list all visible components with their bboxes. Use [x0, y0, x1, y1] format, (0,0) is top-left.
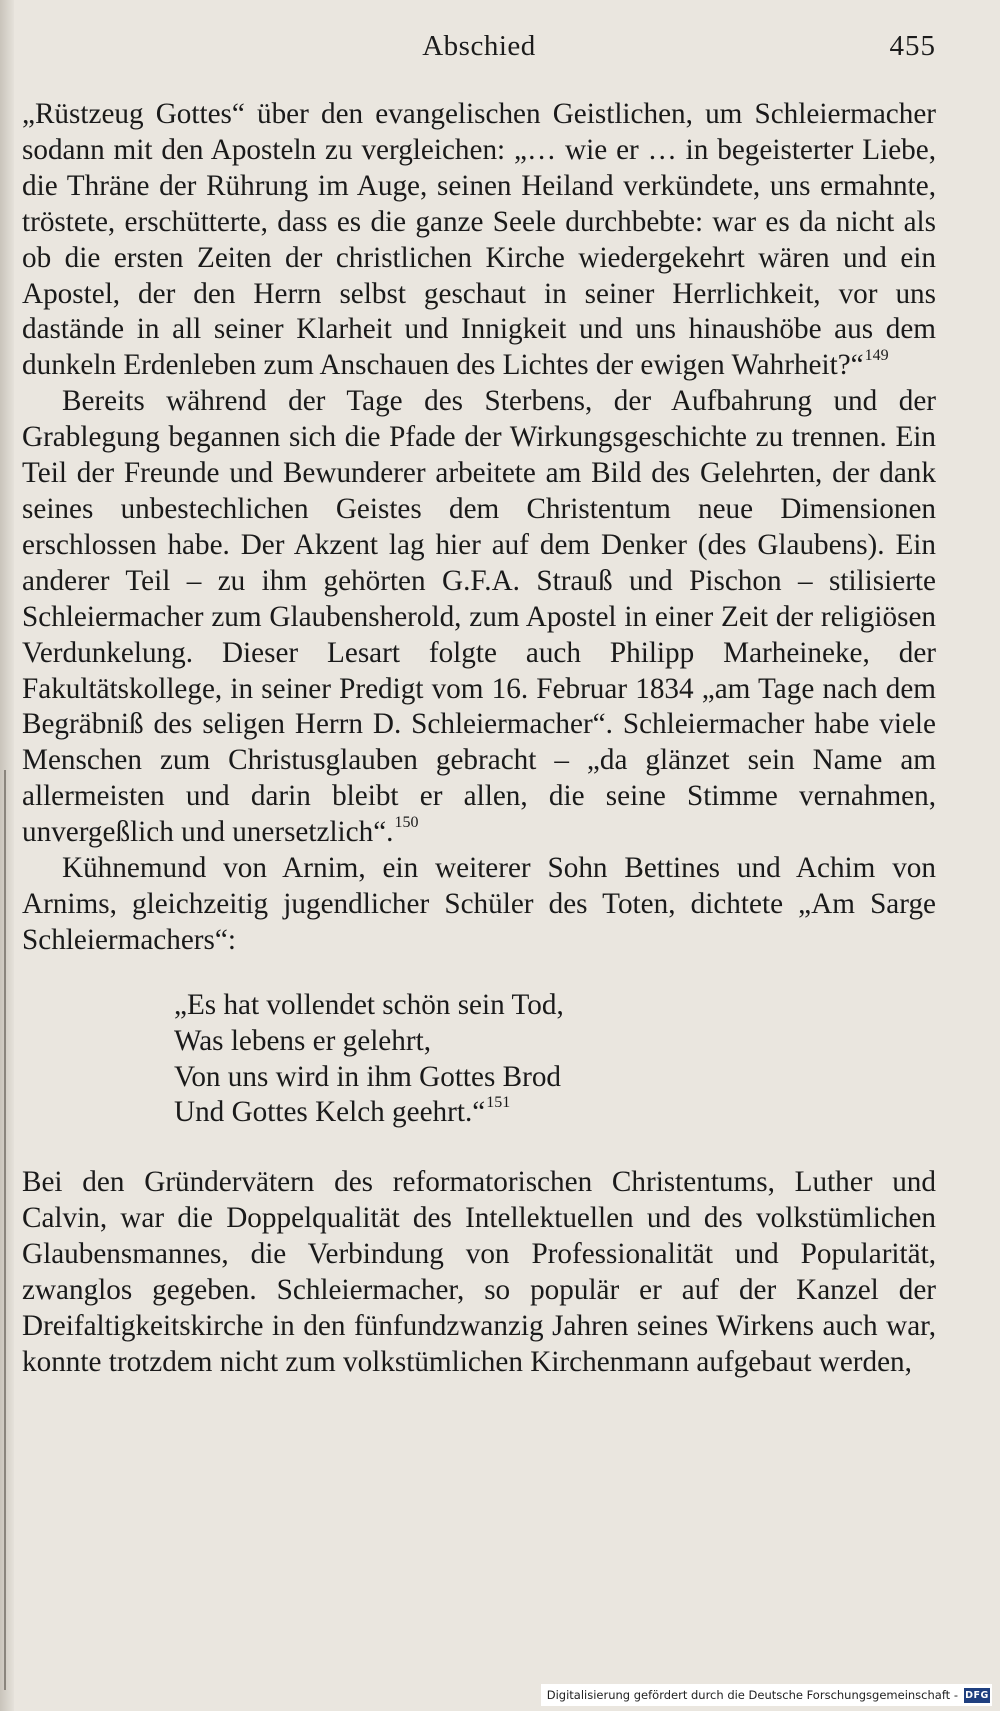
body-text [22, 97, 936, 1381]
paragraph-text: Bei den Gründervätern des reformatorischen Christentums, Luther und Calvin, war die Doppelqualität des Intellektuellen und des volkstümlichen Glaubensmannes, die Verbindung von Professionalität und Popularität, zwanglos gegeben. Schleiermacher, so populär er auf der Kanzel der Dreifaltigkeitskirche in den fünfundzwanzig Jahren seines Wirkens auch war, konnte trotzdem nicht zum volkstümlichen Kirchenmann aufgebaut werden, [22, 1166, 936, 1378]
footnote-marker: 151 [486, 1094, 511, 1112]
paragraph-text: Bereits während der Tage des Sterbens, der Aufbahrung und der Grablegung begannen sich die Pfade der Wirkungsgeschichte zu trennen. Ein Teil der Freunde und Bewunderer arbeitete am Bild des Gelehrten, der dank seines unbestechlichen Geistes dem Christentum neue Dimensionen erschlossen habe. Der Akzent lag hier auf dem Denker (des Glaubens). Ein anderer Teil – zu ihm gehörten G.F.A. Strauß und Pischon – stilisierte Schleiermacher zum Glaubensherold, zum Apostel in einer Zeit der religiösen Verdunkelung. Dieser Lesart folgte auch Philipp Marheineke, der Fakultätskollege, in seiner Predigt vom 16. Februar 1834 „am Tage nach dem Begräbniß des seligen Herrn D. Schleiermacher“. Schleiermacher habe viele Menschen zum Christusglauben gebracht – „da glänzet sein Name am allermeisten und darin bleibt er allen, die seine Stimme vernahmen, unvergeßlich und unersetzlich“. [22, 385, 936, 849]
page-header [22, 30, 936, 70]
paragraph [22, 1165, 936, 1380]
poem-quote [174, 988, 936, 1132]
poem-line-text: Und Gottes Kelch geehrt.“ [174, 1096, 486, 1129]
book-gutter-shadow [0, 0, 14, 1711]
credit-text: Digitalisierung gefördert durch die Deutsche Forschungsgemeinschaft - [546, 1688, 958, 1702]
paragraph-text: „Rüstzeug Gottes“ über den evangelischen Geistlichen, um Schleiermacher sodann mit den Aposteln zu vergleichen: „… wie er … in begeisterter Liebe, die Thräne der Rührung im Auge, seinen Heiland verkündete, uns ermahnte, tröstete, erschütterte, dass es die ganze Seele durchbebte: war es da nicht als ob die ersten Zeiten der christlichen Kirche wiedergekehrt wären und ein Apostel, der den Herrn selbst geschaut in seiner Herrlichkeit, vor uns dastände in all seiner Klarheit und Innigkeit und uns hinaushöbe aus dem dunkeln Erdenleben zum Anschauen des Lichtes der ewigen Wahrheit?“ [22, 98, 936, 382]
poem-line: Von uns wird in ihm Gottes Brod [174, 1060, 562, 1093]
paragraph [22, 851, 936, 959]
paragraph-continued [22, 97, 936, 384]
footnote-marker: 150 [394, 813, 419, 831]
dfg-logo-icon: DFG [965, 1689, 989, 1701]
footnote-marker: 149 [864, 346, 889, 364]
digitization-credit [541, 1684, 992, 1706]
poem-line-last [174, 1095, 936, 1131]
paragraph [22, 384, 936, 851]
paragraph-text: Kühnemund von Arnim, ein weiterer Sohn Bettines und Achim von Arnims, gleichzeitig jugendlicher Schüler des Toten, dichtete „Am Sarge Schleiermachers“: [22, 852, 936, 956]
page-number: 455 [889, 30, 936, 62]
poem-line: „Es hat vollendet schön sein Tod, [174, 988, 564, 1021]
poem-line: Was lebens er gelehrt, [174, 1024, 431, 1057]
running-head: Abschied [422, 30, 536, 62]
